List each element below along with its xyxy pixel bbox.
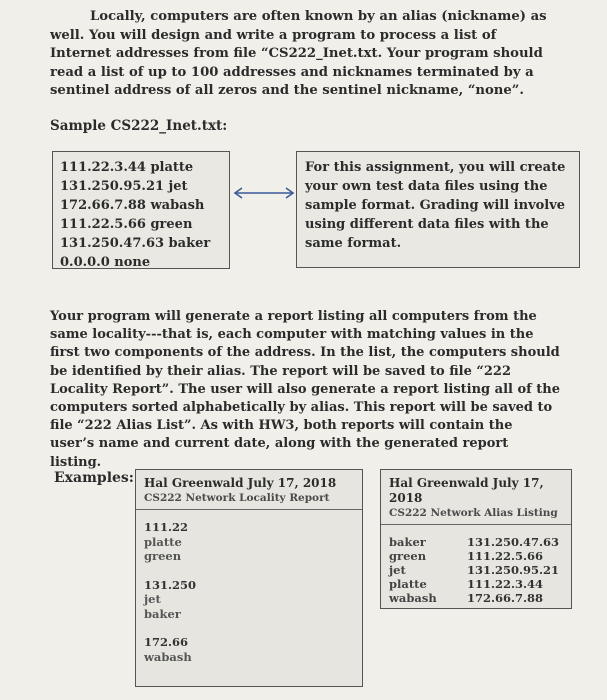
assignment-note-text: For this assignment, you will create your own test data files using the sample format. Grading will involve using different data files with the same format.	[305, 160, 566, 251]
sample-line: 111.22.5.66 green	[60, 217, 193, 232]
sample-file-box	[52, 151, 230, 269]
examples-label: Examples:	[54, 470, 134, 486]
locality-report-subtitle: CS222 Network Locality Report	[144, 492, 330, 504]
sample-line: 131.250.47.63 baker	[60, 236, 211, 251]
locality-key: 111.22	[144, 520, 189, 534]
locality-alias: wabash	[144, 649, 192, 664]
report-description-paragraph: Your program will generate a report listing all computers from the same locality---that is, each computer with matching values in the first two components of the address. In the list, the computers should be identified by their alias. The report will be saved to file “222 Locality Report”. The user will also generate a report listing all of the computers sorted alphabetically by alias. This report will be saved to file “222 Alias List”. As with HW3, both reports will contain the user’s name and current date, along with the generated report listing.	[50, 309, 560, 470]
sample-line: 172.66.7.88 wabash	[60, 198, 205, 213]
alias-table	[381, 525, 571, 605]
locality-group	[144, 578, 354, 622]
intro-section	[50, 8, 550, 101]
locality-key: 131.250	[144, 577, 197, 592]
locality-alias: jet	[144, 592, 161, 606]
address-cell: 172.66.7.88	[467, 591, 544, 605]
alias-report-example	[380, 469, 572, 609]
locality-report-example	[135, 469, 363, 687]
sample-line: 0.0.0.0 none	[60, 255, 151, 270]
locality-key: 172.66	[144, 635, 189, 649]
locality-report-header	[136, 470, 362, 510]
address-cell: 111.22.5.66	[467, 549, 544, 563]
alias-cell: jet	[389, 563, 406, 577]
intro-paragraph: Locally, computers are often known by an alias (nickname) as well. You will design and write a program to process a list of Internet addresses from file “CS222_Inet.txt. Your program should read a list of up to 100 addresses and nicknames terminated by a sentinel address of all zeros and the sentinel nickname, “none”.	[50, 9, 547, 98]
address-column	[467, 535, 559, 605]
alias-report-subtitle: CS222 Network Alias Listing	[389, 507, 558, 519]
address-cell: 131.250.47.63	[467, 535, 560, 549]
alias-cell: platte	[389, 577, 427, 591]
double-arrow-icon	[232, 186, 296, 200]
alias-report-title: Hal Greenwald July 17, 2018	[389, 476, 544, 505]
locality-alias: green	[144, 549, 182, 563]
locality-report-title: Hal Greenwald July 17, 2018	[144, 476, 337, 490]
sample-file-heading: Sample CS222_Inet.txt:	[50, 118, 228, 134]
assignment-note-box	[296, 151, 580, 268]
alias-cell: green	[389, 549, 427, 563]
locality-group	[144, 520, 354, 564]
locality-list	[136, 510, 362, 664]
alias-cell: baker	[389, 535, 426, 549]
alias-report-header	[381, 470, 571, 525]
sample-line: 131.250.95.21 jet	[60, 179, 188, 194]
address-cell: 131.250.95.21	[467, 563, 560, 577]
locality-group	[144, 635, 354, 664]
locality-alias: baker	[144, 606, 181, 621]
alias-column	[389, 535, 467, 605]
alias-cell: wabash	[389, 591, 437, 605]
address-cell: 111.22.3.44	[467, 577, 544, 591]
report-description-section	[50, 308, 560, 472]
sample-line: 111.22.3.44 platte	[60, 160, 194, 175]
locality-alias: platte	[144, 534, 182, 549]
